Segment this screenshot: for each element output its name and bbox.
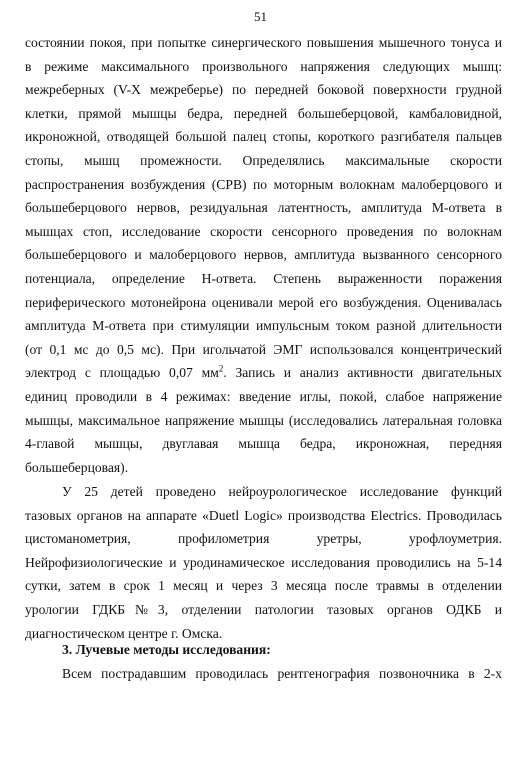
text-line: периферического мотонейрона оценивали мерой его возбуждения. Оценивалась: [25, 294, 502, 310]
text-line: мышцы, максимальное напряжение мышцы (исследовались латеральная головка: [25, 412, 502, 428]
text-line: цистоманометрия, профилометрия уретры, урофлоуметрия.: [25, 531, 502, 547]
text-line: межреберных (V-X межреберье) по передней боковой поверхности грудной: [25, 82, 502, 98]
paragraph-radiology: [25, 662, 502, 686]
text-line: диагностическом центре г. Омска.: [25, 625, 223, 641]
text-line: состоянии покоя, при попытке синергического повышения мышечного тонуса и: [25, 35, 502, 50]
text-line: мышцах стоп, исследование скорости сенсорного проведения по волокнам: [25, 223, 502, 239]
text-line: амплитуда М-ответа при стимуляции импульсным током разной длительности: [25, 318, 502, 334]
text-line: распространения возбуждения (СРВ) по моторным волокнам малоберцового и: [25, 176, 502, 192]
text-line: тазовых органов на аппарате «Duetl Logic» производства Electrics. Проводилась: [25, 507, 502, 523]
text-line: стопы, мышц промежности. Определялись максимальные скорости: [25, 152, 502, 168]
text-line: сутки, затем в срок 1 месяц и через 3 месяца после травмы в отделении: [25, 578, 502, 594]
text-line: большеберцового нервов, резидуальная латентность, амплитуда М-ответа в: [25, 200, 502, 216]
section-heading-block: [25, 638, 502, 662]
section-heading: 3. Лучевые методы исследования:: [62, 642, 271, 657]
text-line: клетки, прямой мышцы бедра, передней большеберцовой, камбаловидной,: [25, 105, 502, 121]
text-line: большеберцовая).: [25, 459, 129, 475]
text-line: Нейрофизиологические и уродинамическое исследования проводились на 5-14: [25, 554, 502, 570]
text-line: единиц проводили в 4 режимах: введение иглы, покой, слабое напряжение: [25, 388, 502, 404]
text-line: потенциала, определение Н-ответа. Степень выраженности поражения: [25, 270, 502, 286]
text-line: У 25 детей проведено нейроурологическое исследование функций: [62, 484, 502, 499]
text-line: икроножной, отводящей большой палец стопы, короткого разгибателя пальцев: [25, 129, 502, 145]
electrode-text: электрод с площадью 0,07 мм: [25, 365, 219, 381]
text-line-electrode: [25, 361, 502, 385]
paragraph-emg-methods: [25, 31, 502, 479]
superscript-2: 2: [218, 363, 224, 374]
text-line: 4-главой мышцы, двуглавая мышца бедра, икроножная, передняя: [25, 436, 502, 452]
text-line: большеберцового и малоберцового нервов, амплитуда вызванного сенсорного: [25, 247, 502, 263]
text-line: (от 0,1 мс до 0,5 мс). При игольчатой ЭМГ использовался концентрический: [25, 341, 502, 357]
text-line: урологии ГДКБ№3, отделении патологии тазовых органов ОДКБ и: [25, 601, 502, 617]
page-number: 51: [254, 9, 267, 24]
text-line: в режиме максимального произвольного напряжения следующих мышц:: [25, 58, 502, 74]
text-line: Всем пострадавшим проводилась рентгенография позвоночника в 2-х: [62, 666, 502, 681]
paragraph-urology: [25, 480, 502, 645]
electrode-text-after: . Запись и анализ активности двигательных: [223, 365, 502, 381]
